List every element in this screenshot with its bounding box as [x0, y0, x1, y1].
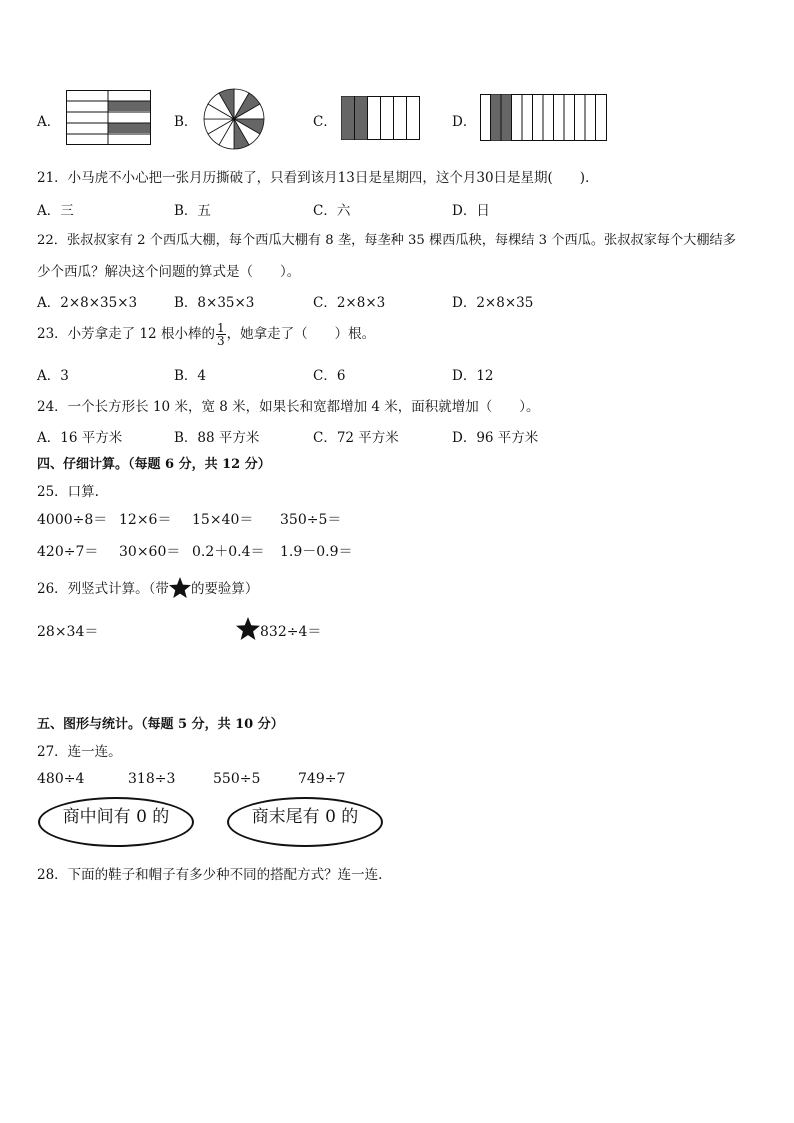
- q23-option-b[interactable]: B．4: [174, 368, 207, 384]
- q26-item-2-text: 832÷4＝: [260, 624, 322, 640]
- q22-text-line2: 少个西瓜？解决这个问题的算式是（ ）。: [37, 264, 301, 280]
- q27-oval-zero-middle[interactable]: [38, 797, 194, 847]
- q26-title: [37, 577, 258, 599]
- q26-item-2: [236, 617, 321, 641]
- q20-figure-a-shaded-top: [108, 101, 150, 111]
- q23-option-d[interactable]: D．12: [452, 368, 494, 384]
- q21-option-a[interactable]: A．三: [37, 203, 74, 219]
- section-5-title: 五、图形与统计。（每题 5 分，共 10 分）: [37, 717, 284, 732]
- q25-item-4: 350÷5＝: [280, 512, 342, 528]
- q27-oval-zero-middle-label: 商中间有 0 的: [62, 806, 170, 827]
- q25-item-8: 1.9－0.9＝: [280, 544, 353, 560]
- q27-title: 27．连一连。: [37, 744, 122, 760]
- q24-option-c[interactable]: C．72 平方米: [313, 430, 399, 446]
- q20-figure-a-shaded-bottom: [108, 123, 150, 133]
- q23-option-c[interactable]: C．6: [313, 368, 346, 384]
- q23-text-after: ，她拿走了（ ）根。: [226, 326, 376, 342]
- q23-fraction: [216, 322, 226, 347]
- q20-figure-c: [341, 96, 421, 141]
- q22-option-a[interactable]: A．2×8×35×3: [37, 295, 138, 311]
- q24-option-d[interactable]: D．96 平方米: [452, 430, 539, 446]
- q24-option-a[interactable]: A．16 平方米: [37, 430, 123, 446]
- q25-item-7: 0.2＋0.4＝: [192, 544, 265, 560]
- q22-option-b[interactable]: B．8×35×3: [174, 295, 255, 311]
- q23-fraction-denominator: 3: [216, 334, 225, 348]
- q20-option-a-label: A．: [37, 114, 61, 130]
- q22-option-d[interactable]: D．2×8×35: [452, 295, 534, 311]
- q20-option-b-label: B．: [174, 114, 198, 130]
- q21-option-d[interactable]: D．日: [452, 203, 490, 219]
- q22-text-line1: 22．张叔叔家有 2 个西瓜大棚，每个西瓜大棚有 8 垄，每垄种 35 棵西瓜秧，每棵结 3 个西瓜。张叔叔家每个大棚结多: [37, 233, 736, 248]
- q24-option-b[interactable]: B．88 平方米: [174, 430, 260, 446]
- q27-item-2[interactable]: 318÷3: [128, 771, 176, 787]
- q22-option-c[interactable]: C．2×8×3: [313, 295, 386, 311]
- q21-option-c[interactable]: C．六: [313, 203, 351, 219]
- q27-item-4[interactable]: 749÷7: [298, 771, 346, 787]
- q21-text: 21．小马虎不小心把一张月历撕破了，只看到该月13日是星期四，这个月30日是星期( )．: [37, 170, 599, 186]
- q23-fraction-numerator: 1: [216, 321, 225, 335]
- star-icon: [169, 577, 191, 599]
- q25-item-2: 12×6＝: [119, 512, 172, 528]
- q25-item-6: 30×60＝: [119, 544, 181, 560]
- q27-oval-zero-end[interactable]: [227, 797, 383, 847]
- q20-option-c-label: C．: [313, 114, 337, 130]
- q27-item-1[interactable]: 480÷4: [37, 771, 85, 787]
- q24-text: 24．一个长方形长 10 米，宽 8 米，如果长和宽都增加 4 米，面积就增加（ ）。: [37, 399, 540, 415]
- q26-title-after: 的要验算）: [190, 581, 259, 597]
- q28-text: 28．下面的鞋子和帽子有多少种不同的搭配方式？连一连.: [37, 867, 383, 883]
- q20-figure-b: [202, 87, 266, 151]
- q20-figure-a: [66, 90, 152, 146]
- section-4-title: 四、仔细计算。（每题 6 分，共 12 分）: [37, 457, 271, 472]
- q23-option-a[interactable]: A．3: [37, 368, 69, 384]
- q25-title: 25．口算.: [37, 484, 99, 500]
- q27-oval-zero-end-label: 商末尾有 0 的: [251, 806, 359, 827]
- q25-item-1: 4000÷8＝: [37, 512, 108, 528]
- q26-item-1: 28×34＝: [37, 624, 99, 640]
- q23-text: [37, 322, 375, 347]
- q20-option-d-label: D．: [452, 114, 477, 130]
- q21-option-b[interactable]: B．五: [174, 203, 211, 219]
- q23-text-before: 23．小芳拿走了 12 根小棒的: [37, 326, 215, 342]
- q27-item-3[interactable]: 550÷5: [213, 771, 261, 787]
- q25-item-3: 15×40＝: [192, 512, 254, 528]
- q25-item-5: 420÷7＝: [37, 544, 99, 560]
- q20-figure-d: [480, 94, 608, 142]
- star-icon: [236, 617, 260, 641]
- q26-title-before: 26．列竖式计算。（带: [37, 581, 169, 597]
